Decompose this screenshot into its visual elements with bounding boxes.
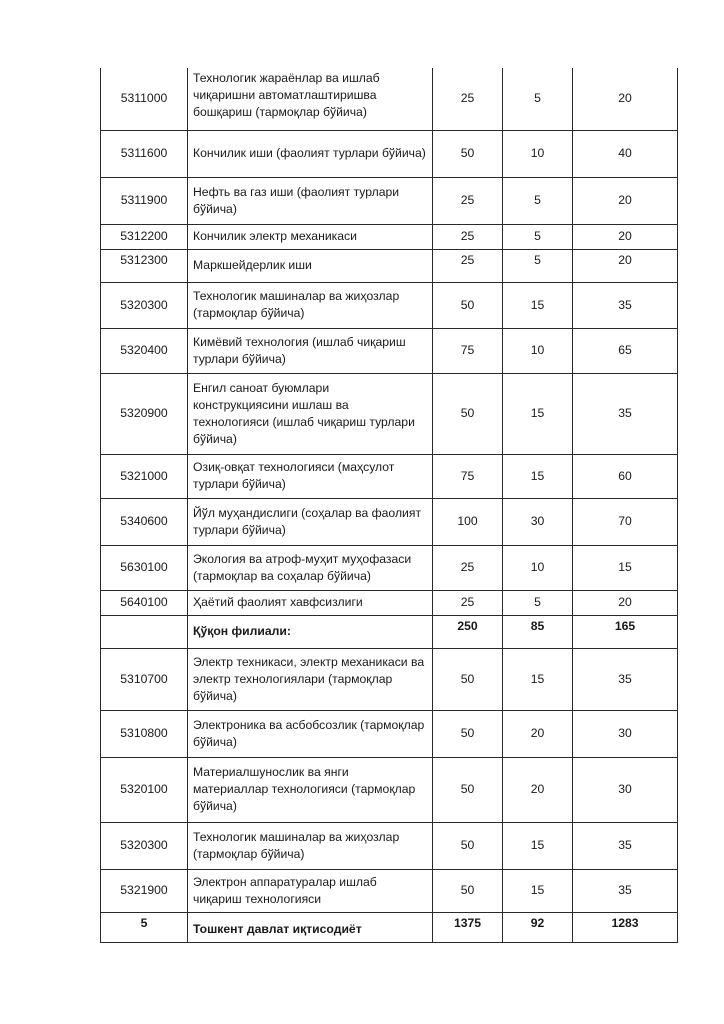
total-quota: 100 <box>433 498 503 545</box>
contract-quota: 20 <box>573 590 678 615</box>
specialty-code: 5320900 <box>101 373 188 454</box>
total-quota: 50 <box>433 822 503 869</box>
table-row <box>101 249 678 282</box>
university-total-row <box>101 912 678 942</box>
grant-quota: 5 <box>503 177 573 224</box>
total-quota: 75 <box>433 328 503 373</box>
table-row <box>101 130 678 177</box>
total-quota: 25 <box>433 249 503 282</box>
specialty-name: Кимёвий технология (ишлаб чиқариш турлари бўйича) <box>188 328 433 373</box>
specialty-name: Йўл муҳандислиги (соҳалар ва фаолият турлари бўйича) <box>188 498 433 545</box>
specialty-name: Технологик машиналар ва жиҳозлар (тармоқлар бўйича) <box>188 822 433 869</box>
specialty-name: Кончилик электр механикаси <box>188 224 433 249</box>
branch-name: Қўқон филиали: <box>188 615 433 648</box>
contract-quota: 60 <box>573 454 678 498</box>
table-row <box>101 224 678 249</box>
grant-quota: 5 <box>503 249 573 282</box>
contract-quota: 70 <box>573 498 678 545</box>
table-row <box>101 68 678 130</box>
specialty-name: Электроника ва асбобсозлик (тармоқлар бўйича) <box>188 710 433 757</box>
table-row <box>101 648 678 710</box>
specialty-code: 5311900 <box>101 177 188 224</box>
total-quota: 25 <box>433 590 503 615</box>
total-quota: 25 <box>433 68 503 130</box>
university-number: 5 <box>101 912 188 942</box>
specialty-name: Озиқ-овқат технологияси (маҳсулот турлари бўйича) <box>188 454 433 498</box>
grant-quota: 5 <box>503 68 573 130</box>
contract-quota: 20 <box>573 224 678 249</box>
contract-quota: 40 <box>573 130 678 177</box>
table-row <box>101 545 678 590</box>
specialty-code: 5340600 <box>101 498 188 545</box>
total-quota: 50 <box>433 282 503 328</box>
table-row <box>101 328 678 373</box>
specialty-name: Электр техникаси, электр механикаси ва электр технологиялари (тармоқлар бўйича) <box>188 648 433 710</box>
total-quota: 50 <box>433 869 503 912</box>
specialty-code: 5311000 <box>101 68 188 130</box>
grant-quota: 85 <box>503 615 573 648</box>
grant-quota: 20 <box>503 757 573 822</box>
specialty-code: 5321900 <box>101 869 188 912</box>
grant-quota: 15 <box>503 282 573 328</box>
table-row <box>101 710 678 757</box>
grant-quota: 5 <box>503 590 573 615</box>
contract-quota: 1283 <box>573 912 678 942</box>
table-row <box>101 498 678 545</box>
specialty-name: Материалшунослик ва янги материаллар технологияси (тармоқлар бўйича) <box>188 757 433 822</box>
grant-quota: 15 <box>503 822 573 869</box>
contract-quota: 30 <box>573 710 678 757</box>
grant-quota: 15 <box>503 454 573 498</box>
total-quota: 25 <box>433 545 503 590</box>
specialty-code: 5321000 <box>101 454 188 498</box>
university-name: Тошкент давлат иқтисодиёт <box>188 912 433 942</box>
grant-quota: 15 <box>503 869 573 912</box>
contract-quota: 20 <box>573 249 678 282</box>
total-quota: 50 <box>433 373 503 454</box>
total-quota: 50 <box>433 648 503 710</box>
table-row <box>101 373 678 454</box>
specialty-code: 5310800 <box>101 710 188 757</box>
table-row <box>101 822 678 869</box>
grant-quota: 20 <box>503 710 573 757</box>
subtotal-code <box>101 615 188 648</box>
grant-quota: 10 <box>503 130 573 177</box>
total-quota: 50 <box>433 130 503 177</box>
specialty-code: 5320300 <box>101 282 188 328</box>
total-quota: 25 <box>433 177 503 224</box>
table-row <box>101 282 678 328</box>
table-row <box>101 869 678 912</box>
specialty-code: 5310700 <box>101 648 188 710</box>
specialty-code: 5312300 <box>101 249 188 282</box>
contract-quota: 35 <box>573 648 678 710</box>
grant-quota: 92 <box>503 912 573 942</box>
table-row <box>101 590 678 615</box>
specialty-code: 5320300 <box>101 822 188 869</box>
specialty-name: Экология ва атроф-муҳит муҳофазаси (тармоқлар ва соҳалар бўйича) <box>188 545 433 590</box>
contract-quota: 35 <box>573 869 678 912</box>
specialty-code: 5630100 <box>101 545 188 590</box>
contract-quota: 65 <box>573 328 678 373</box>
specialty-name: Нефть ва газ иши (фаолият турлари бўйича) <box>188 177 433 224</box>
specialty-name: Технологик машиналар ва жиҳозлар (тармоқлар бўйича) <box>188 282 433 328</box>
table-row <box>101 757 678 822</box>
total-quota: 50 <box>433 710 503 757</box>
grant-quota: 15 <box>503 373 573 454</box>
specialty-name: Технологик жараёнлар ва ишлаб чиқаришни автоматлаштиришва бошқариш (тармоқлар бўйича) <box>188 68 433 130</box>
specialty-name: Енгил саноат буюмлари конструкциясини ишлаш ва технологияси (ишлаб чиқариш турлари бўйича) <box>188 373 433 454</box>
total-quota: 1375 <box>433 912 503 942</box>
specialty-name: Маркшейдерлик иши <box>188 249 433 282</box>
total-quota: 50 <box>433 757 503 822</box>
contract-quota: 35 <box>573 282 678 328</box>
contract-quota: 15 <box>573 545 678 590</box>
specialty-code: 5640100 <box>101 590 188 615</box>
contract-quota: 35 <box>573 822 678 869</box>
grant-quota: 10 <box>503 545 573 590</box>
table-row <box>101 177 678 224</box>
contract-quota: 35 <box>573 373 678 454</box>
grant-quota: 5 <box>503 224 573 249</box>
grant-quota: 15 <box>503 648 573 710</box>
specialty-name: Кончилик иши (фаолият турлари бўйича) <box>188 130 433 177</box>
total-quota: 75 <box>433 454 503 498</box>
subtotal-row <box>101 615 678 648</box>
contract-quota: 20 <box>573 68 678 130</box>
specialty-code: 5320100 <box>101 757 188 822</box>
grant-quota: 10 <box>503 328 573 373</box>
contract-quota: 165 <box>573 615 678 648</box>
specialty-code: 5311600 <box>101 130 188 177</box>
grant-quota: 30 <box>503 498 573 545</box>
specialty-code: 5320400 <box>101 328 188 373</box>
specialty-name: Электрон аппаратуралар ишлаб чиқариш технологияси <box>188 869 433 912</box>
contract-quota: 20 <box>573 177 678 224</box>
contract-quota: 30 <box>573 757 678 822</box>
admission-quota-table <box>100 68 678 943</box>
specialty-name: Ҳаётий фаолият хавфсизлиги <box>188 590 433 615</box>
total-quota: 25 <box>433 224 503 249</box>
table-row <box>101 454 678 498</box>
specialty-code: 5312200 <box>101 224 188 249</box>
total-quota: 250 <box>433 615 503 648</box>
